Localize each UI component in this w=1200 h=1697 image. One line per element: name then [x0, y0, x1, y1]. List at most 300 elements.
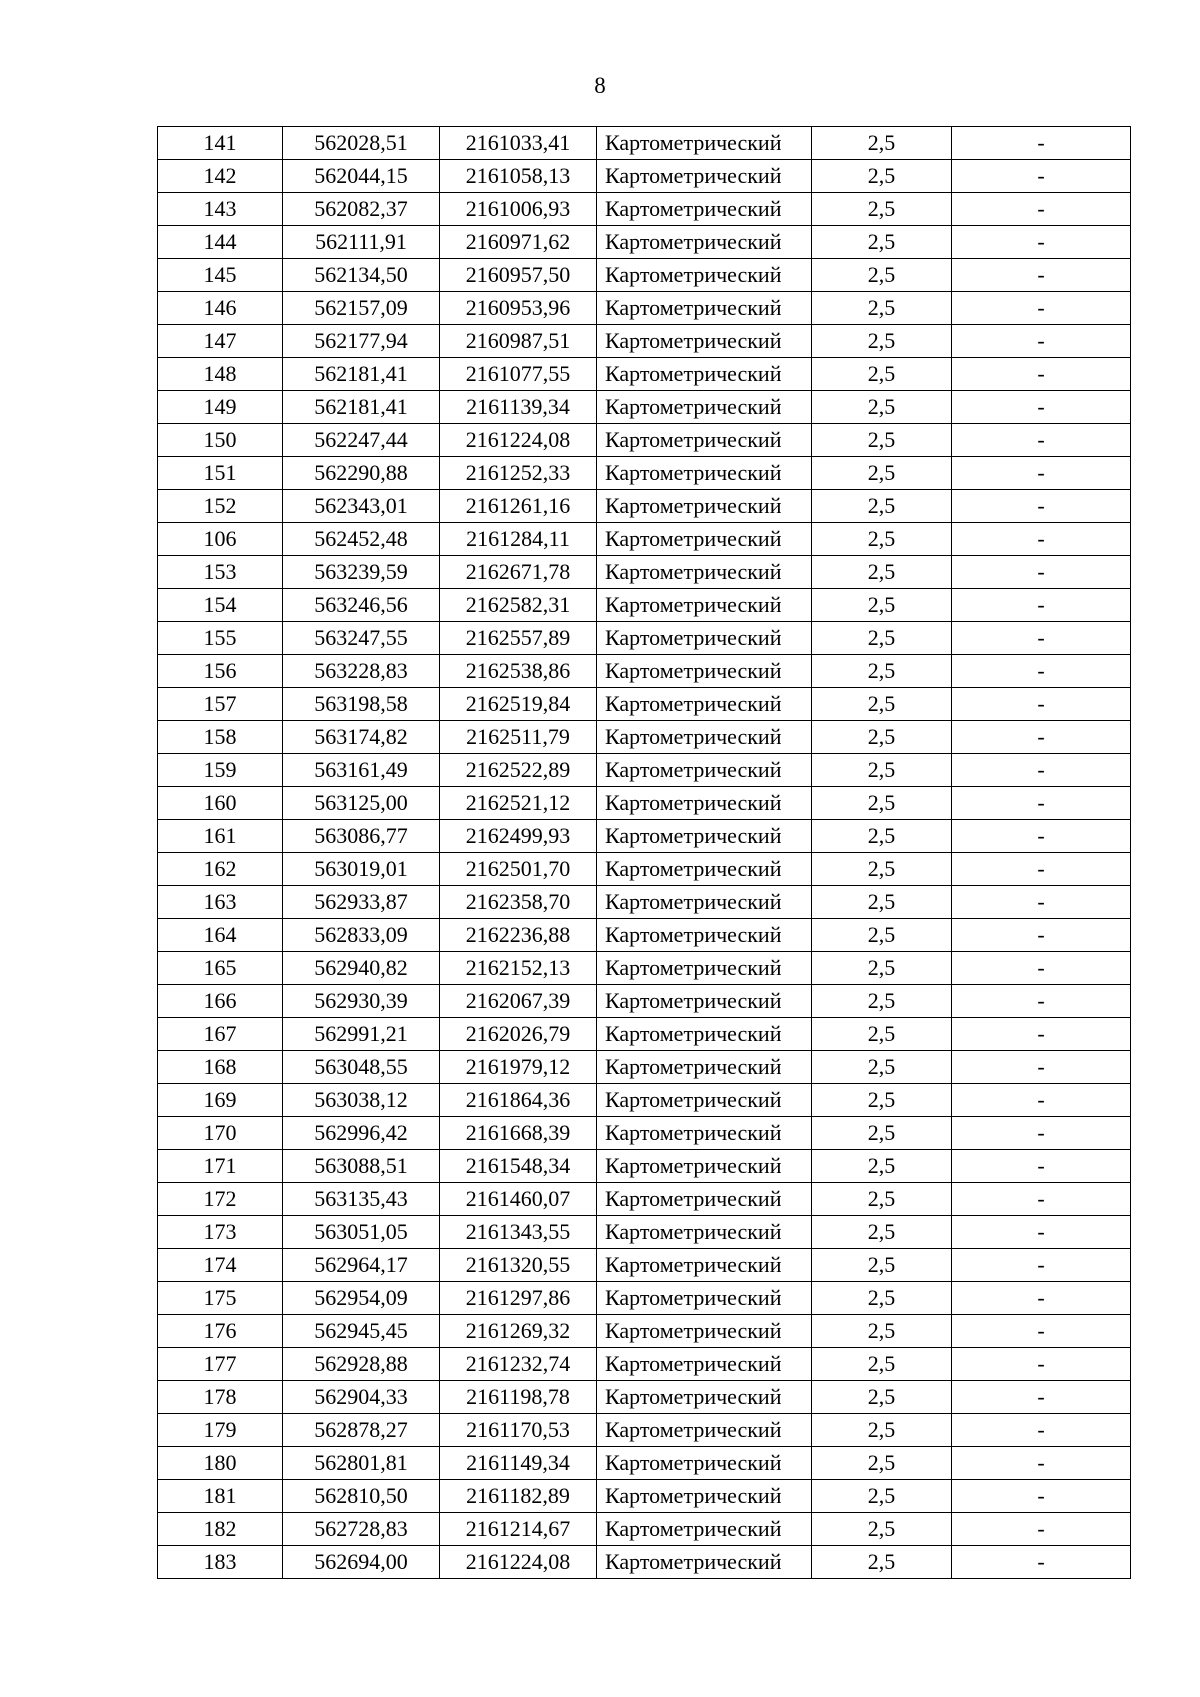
point-number-cell: 157	[158, 688, 283, 721]
table-row	[158, 1315, 1131, 1348]
y-coordinate-cell: 2161261,16	[440, 490, 597, 523]
method-cell: Картометрический	[597, 952, 812, 985]
point-number-cell: 106	[158, 523, 283, 556]
description-cell: -	[952, 226, 1131, 259]
y-coordinate-cell: 2162519,84	[440, 688, 597, 721]
accuracy-cell: 2,5	[812, 523, 952, 556]
description-cell: -	[952, 556, 1131, 589]
x-coordinate-cell: 562954,09	[283, 1282, 440, 1315]
table-row	[158, 787, 1131, 820]
y-coordinate-cell: 2161224,08	[440, 424, 597, 457]
point-number-cell: 149	[158, 391, 283, 424]
accuracy-cell: 2,5	[812, 622, 952, 655]
y-coordinate-cell: 2162538,86	[440, 655, 597, 688]
point-number-cell: 160	[158, 787, 283, 820]
point-number-cell: 183	[158, 1546, 283, 1579]
point-number-cell: 169	[158, 1084, 283, 1117]
method-cell: Картометрический	[597, 1513, 812, 1546]
x-coordinate-cell: 563239,59	[283, 556, 440, 589]
description-cell: -	[952, 160, 1131, 193]
method-cell: Картометрический	[597, 358, 812, 391]
accuracy-cell: 2,5	[812, 1249, 952, 1282]
accuracy-cell: 2,5	[812, 1381, 952, 1414]
table-row	[158, 952, 1131, 985]
description-cell: -	[952, 886, 1131, 919]
table-row	[158, 1447, 1131, 1480]
point-number-cell: 142	[158, 160, 283, 193]
method-cell: Картометрический	[597, 1051, 812, 1084]
method-cell: Картометрический	[597, 1249, 812, 1282]
description-cell: -	[952, 1447, 1131, 1480]
table-row	[158, 1183, 1131, 1216]
y-coordinate-cell: 2160957,50	[440, 259, 597, 292]
accuracy-cell: 2,5	[812, 952, 952, 985]
x-coordinate-cell: 562452,48	[283, 523, 440, 556]
x-coordinate-cell: 562945,45	[283, 1315, 440, 1348]
y-coordinate-cell: 2161170,53	[440, 1414, 597, 1447]
y-coordinate-cell: 2161297,86	[440, 1282, 597, 1315]
accuracy-cell: 2,5	[812, 589, 952, 622]
accuracy-cell: 2,5	[812, 1051, 952, 1084]
point-number-cell: 150	[158, 424, 283, 457]
description-cell: -	[952, 721, 1131, 754]
accuracy-cell: 2,5	[812, 325, 952, 358]
point-number-cell: 165	[158, 952, 283, 985]
method-cell: Картометрический	[597, 160, 812, 193]
description-cell: -	[952, 1084, 1131, 1117]
table-row	[158, 358, 1131, 391]
table-row	[158, 820, 1131, 853]
x-coordinate-cell: 562810,50	[283, 1480, 440, 1513]
description-cell: -	[952, 358, 1131, 391]
y-coordinate-cell: 2161460,07	[440, 1183, 597, 1216]
method-cell: Картометрический	[597, 556, 812, 589]
y-coordinate-cell: 2162521,12	[440, 787, 597, 820]
description-cell: -	[952, 193, 1131, 226]
x-coordinate-cell: 563246,56	[283, 589, 440, 622]
y-coordinate-cell: 2162152,13	[440, 952, 597, 985]
y-coordinate-cell: 2162557,89	[440, 622, 597, 655]
table-row	[158, 1018, 1131, 1051]
y-coordinate-cell: 2161252,33	[440, 457, 597, 490]
accuracy-cell: 2,5	[812, 1414, 952, 1447]
accuracy-cell: 2,5	[812, 1480, 952, 1513]
y-coordinate-cell: 2162026,79	[440, 1018, 597, 1051]
y-coordinate-cell: 2161139,34	[440, 391, 597, 424]
accuracy-cell: 2,5	[812, 853, 952, 886]
method-cell: Картометрический	[597, 820, 812, 853]
point-number-cell: 152	[158, 490, 283, 523]
method-cell: Картометрический	[597, 523, 812, 556]
method-cell: Картометрический	[597, 424, 812, 457]
accuracy-cell: 2,5	[812, 556, 952, 589]
accuracy-cell: 2,5	[812, 1183, 952, 1216]
description-cell: -	[952, 985, 1131, 1018]
table-row	[158, 259, 1131, 292]
y-coordinate-cell: 2161320,55	[440, 1249, 597, 1282]
method-cell: Картометрический	[597, 1315, 812, 1348]
point-number-cell: 143	[158, 193, 283, 226]
x-coordinate-cell: 562290,88	[283, 457, 440, 490]
point-number-cell: 179	[158, 1414, 283, 1447]
point-number-cell: 164	[158, 919, 283, 952]
accuracy-cell: 2,5	[812, 919, 952, 952]
point-number-cell: 170	[158, 1117, 283, 1150]
method-cell: Картометрический	[597, 226, 812, 259]
accuracy-cell: 2,5	[812, 886, 952, 919]
description-cell: -	[952, 127, 1131, 160]
y-coordinate-cell: 2161214,67	[440, 1513, 597, 1546]
table-row	[158, 556, 1131, 589]
y-coordinate-cell: 2162067,39	[440, 985, 597, 1018]
point-number-cell: 175	[158, 1282, 283, 1315]
point-number-cell: 174	[158, 1249, 283, 1282]
page-number: 8	[594, 73, 606, 98]
method-cell: Картометрический	[597, 1216, 812, 1249]
table-row	[158, 523, 1131, 556]
accuracy-cell: 2,5	[812, 160, 952, 193]
method-cell: Картометрический	[597, 787, 812, 820]
table-row	[158, 754, 1131, 787]
table-row	[158, 919, 1131, 952]
x-coordinate-cell: 563161,49	[283, 754, 440, 787]
description-cell: -	[952, 1381, 1131, 1414]
accuracy-cell: 2,5	[812, 1084, 952, 1117]
point-number-cell: 181	[158, 1480, 283, 1513]
table-row	[158, 589, 1131, 622]
point-number-cell: 162	[158, 853, 283, 886]
y-coordinate-cell: 2161224,08	[440, 1546, 597, 1579]
method-cell: Картометрический	[597, 886, 812, 919]
x-coordinate-cell: 562833,09	[283, 919, 440, 952]
point-number-cell: 178	[158, 1381, 283, 1414]
method-cell: Картометрический	[597, 721, 812, 754]
point-number-cell: 168	[158, 1051, 283, 1084]
y-coordinate-cell: 2162358,70	[440, 886, 597, 919]
point-number-cell: 158	[158, 721, 283, 754]
point-number-cell: 155	[158, 622, 283, 655]
y-coordinate-cell: 2161284,11	[440, 523, 597, 556]
y-coordinate-cell: 2161033,41	[440, 127, 597, 160]
table-row	[158, 1150, 1131, 1183]
method-cell: Картометрический	[597, 589, 812, 622]
x-coordinate-cell: 562028,51	[283, 127, 440, 160]
description-cell: -	[952, 490, 1131, 523]
table-row	[158, 1249, 1131, 1282]
table-row	[158, 292, 1131, 325]
point-number-cell: 141	[158, 127, 283, 160]
description-cell: -	[952, 325, 1131, 358]
method-cell: Картометрический	[597, 1447, 812, 1480]
method-cell: Картометрический	[597, 919, 812, 952]
method-cell: Картометрический	[597, 325, 812, 358]
y-coordinate-cell: 2160987,51	[440, 325, 597, 358]
description-cell: -	[952, 589, 1131, 622]
point-number-cell: 145	[158, 259, 283, 292]
x-coordinate-cell: 562928,88	[283, 1348, 440, 1381]
table-row	[158, 622, 1131, 655]
table-row	[158, 688, 1131, 721]
description-cell: -	[952, 919, 1131, 952]
table-row	[158, 193, 1131, 226]
y-coordinate-cell: 2161006,93	[440, 193, 597, 226]
accuracy-cell: 2,5	[812, 1513, 952, 1546]
y-coordinate-cell: 2161343,55	[440, 1216, 597, 1249]
method-cell: Картометрический	[597, 1018, 812, 1051]
description-cell: -	[952, 523, 1131, 556]
method-cell: Картометрический	[597, 1348, 812, 1381]
accuracy-cell: 2,5	[812, 1546, 952, 1579]
table-row	[158, 1546, 1131, 1579]
method-cell: Картометрический	[597, 259, 812, 292]
accuracy-cell: 2,5	[812, 1282, 952, 1315]
x-coordinate-cell: 562694,00	[283, 1546, 440, 1579]
method-cell: Картометрический	[597, 127, 812, 160]
x-coordinate-cell: 563038,12	[283, 1084, 440, 1117]
x-coordinate-cell: 563135,43	[283, 1183, 440, 1216]
description-cell: -	[952, 952, 1131, 985]
x-coordinate-cell: 562177,94	[283, 325, 440, 358]
description-cell: -	[952, 259, 1131, 292]
point-number-cell: 153	[158, 556, 283, 589]
table-row	[158, 886, 1131, 919]
table-row	[158, 721, 1131, 754]
description-cell: -	[952, 853, 1131, 886]
table-row	[158, 391, 1131, 424]
table-row	[158, 1051, 1131, 1084]
accuracy-cell: 2,5	[812, 292, 952, 325]
description-cell: -	[952, 1348, 1131, 1381]
accuracy-cell: 2,5	[812, 688, 952, 721]
accuracy-cell: 2,5	[812, 1018, 952, 1051]
table-row	[158, 1381, 1131, 1414]
accuracy-cell: 2,5	[812, 1117, 952, 1150]
description-cell: -	[952, 622, 1131, 655]
method-cell: Картометрический	[597, 391, 812, 424]
method-cell: Картометрический	[597, 490, 812, 523]
table-row	[158, 1480, 1131, 1513]
y-coordinate-cell: 2162499,93	[440, 820, 597, 853]
method-cell: Картометрический	[597, 622, 812, 655]
method-cell: Картометрический	[597, 1414, 812, 1447]
y-coordinate-cell: 2162236,88	[440, 919, 597, 952]
x-coordinate-cell: 562930,39	[283, 985, 440, 1018]
table-row	[158, 424, 1131, 457]
description-cell: -	[952, 457, 1131, 490]
x-coordinate-cell: 562111,91	[283, 226, 440, 259]
x-coordinate-cell: 562082,37	[283, 193, 440, 226]
point-number-cell: 167	[158, 1018, 283, 1051]
x-coordinate-cell: 562181,41	[283, 358, 440, 391]
x-coordinate-cell: 562247,44	[283, 424, 440, 457]
y-coordinate-cell: 2161548,34	[440, 1150, 597, 1183]
description-cell: -	[952, 1546, 1131, 1579]
table-row	[158, 127, 1131, 160]
table-row	[158, 1414, 1131, 1447]
x-coordinate-cell: 562878,27	[283, 1414, 440, 1447]
y-coordinate-cell: 2161232,74	[440, 1348, 597, 1381]
table-row	[158, 226, 1131, 259]
method-cell: Картометрический	[597, 655, 812, 688]
x-coordinate-cell: 562996,42	[283, 1117, 440, 1150]
x-coordinate-cell: 562991,21	[283, 1018, 440, 1051]
x-coordinate-cell: 562181,41	[283, 391, 440, 424]
description-cell: -	[952, 655, 1131, 688]
x-coordinate-cell: 562904,33	[283, 1381, 440, 1414]
x-coordinate-cell: 563088,51	[283, 1150, 440, 1183]
accuracy-cell: 2,5	[812, 457, 952, 490]
accuracy-cell: 2,5	[812, 424, 952, 457]
x-coordinate-cell: 563051,05	[283, 1216, 440, 1249]
accuracy-cell: 2,5	[812, 259, 952, 292]
x-coordinate-cell: 562044,15	[283, 160, 440, 193]
method-cell: Картометрический	[597, 457, 812, 490]
method-cell: Картометрический	[597, 853, 812, 886]
table-row	[158, 490, 1131, 523]
description-cell: -	[952, 1216, 1131, 1249]
x-coordinate-cell: 563125,00	[283, 787, 440, 820]
x-coordinate-cell: 562343,01	[283, 490, 440, 523]
y-coordinate-cell: 2160953,96	[440, 292, 597, 325]
x-coordinate-cell: 562157,09	[283, 292, 440, 325]
table-row	[158, 1282, 1131, 1315]
y-coordinate-cell: 2162522,89	[440, 754, 597, 787]
x-coordinate-cell: 563086,77	[283, 820, 440, 853]
point-number-cell: 173	[158, 1216, 283, 1249]
description-cell: -	[952, 1282, 1131, 1315]
y-coordinate-cell: 2161182,89	[440, 1480, 597, 1513]
y-coordinate-cell: 2161149,34	[440, 1447, 597, 1480]
point-number-cell: 161	[158, 820, 283, 853]
table-row	[158, 160, 1131, 193]
method-cell: Картометрический	[597, 1084, 812, 1117]
y-coordinate-cell: 2162582,31	[440, 589, 597, 622]
description-cell: -	[952, 787, 1131, 820]
y-coordinate-cell: 2161864,36	[440, 1084, 597, 1117]
description-cell: -	[952, 1480, 1131, 1513]
point-number-cell: 176	[158, 1315, 283, 1348]
table-row	[158, 1117, 1131, 1150]
description-cell: -	[952, 688, 1131, 721]
accuracy-cell: 2,5	[812, 787, 952, 820]
x-coordinate-cell: 562728,83	[283, 1513, 440, 1546]
method-cell: Картометрический	[597, 1282, 812, 1315]
table-row	[158, 985, 1131, 1018]
x-coordinate-cell: 563228,83	[283, 655, 440, 688]
method-cell: Картометрический	[597, 985, 812, 1018]
description-cell: -	[952, 820, 1131, 853]
point-number-cell: 172	[158, 1183, 283, 1216]
description-cell: -	[952, 1513, 1131, 1546]
method-cell: Картометрический	[597, 1183, 812, 1216]
description-cell: -	[952, 1183, 1131, 1216]
accuracy-cell: 2,5	[812, 1447, 952, 1480]
point-number-cell: 163	[158, 886, 283, 919]
method-cell: Картометрический	[597, 754, 812, 787]
y-coordinate-cell: 2161198,78	[440, 1381, 597, 1414]
x-coordinate-cell: 563019,01	[283, 853, 440, 886]
x-coordinate-cell: 562801,81	[283, 1447, 440, 1480]
accuracy-cell: 2,5	[812, 754, 952, 787]
y-coordinate-cell: 2161058,13	[440, 160, 597, 193]
description-cell: -	[952, 1018, 1131, 1051]
x-coordinate-cell: 563247,55	[283, 622, 440, 655]
description-cell: -	[952, 1315, 1131, 1348]
method-cell: Картометрический	[597, 1150, 812, 1183]
table-row	[158, 853, 1131, 886]
coordinates-table-body	[158, 127, 1131, 1579]
accuracy-cell: 2,5	[812, 985, 952, 1018]
x-coordinate-cell: 563198,58	[283, 688, 440, 721]
accuracy-cell: 2,5	[812, 127, 952, 160]
point-number-cell: 146	[158, 292, 283, 325]
table-row	[158, 1084, 1131, 1117]
y-coordinate-cell: 2162671,78	[440, 556, 597, 589]
description-cell: -	[952, 292, 1131, 325]
y-coordinate-cell: 2161979,12	[440, 1051, 597, 1084]
point-number-cell: 177	[158, 1348, 283, 1381]
table-row	[158, 325, 1131, 358]
point-number-cell: 144	[158, 226, 283, 259]
x-coordinate-cell: 562964,17	[283, 1249, 440, 1282]
point-number-cell: 171	[158, 1150, 283, 1183]
accuracy-cell: 2,5	[812, 490, 952, 523]
table-row	[158, 457, 1131, 490]
point-number-cell: 154	[158, 589, 283, 622]
point-number-cell: 156	[158, 655, 283, 688]
point-number-cell: 147	[158, 325, 283, 358]
description-cell: -	[952, 1414, 1131, 1447]
point-number-cell: 166	[158, 985, 283, 1018]
method-cell: Картометрический	[597, 1381, 812, 1414]
accuracy-cell: 2,5	[812, 391, 952, 424]
y-coordinate-cell: 2161269,32	[440, 1315, 597, 1348]
accuracy-cell: 2,5	[812, 1150, 952, 1183]
y-coordinate-cell: 2161077,55	[440, 358, 597, 391]
point-number-cell: 151	[158, 457, 283, 490]
accuracy-cell: 2,5	[812, 1216, 952, 1249]
method-cell: Картометрический	[597, 1480, 812, 1513]
description-cell: -	[952, 1051, 1131, 1084]
y-coordinate-cell: 2160971,62	[440, 226, 597, 259]
method-cell: Картометрический	[597, 1546, 812, 1579]
table-row	[158, 1348, 1131, 1381]
accuracy-cell: 2,5	[812, 193, 952, 226]
description-cell: -	[952, 1150, 1131, 1183]
method-cell: Картометрический	[597, 292, 812, 325]
y-coordinate-cell: 2161668,39	[440, 1117, 597, 1150]
x-coordinate-cell: 562940,82	[283, 952, 440, 985]
description-cell: -	[952, 754, 1131, 787]
y-coordinate-cell: 2162511,79	[440, 721, 597, 754]
table-row	[158, 1513, 1131, 1546]
table-row	[158, 655, 1131, 688]
accuracy-cell: 2,5	[812, 655, 952, 688]
point-number-cell: 180	[158, 1447, 283, 1480]
point-number-cell: 159	[158, 754, 283, 787]
method-cell: Картометрический	[597, 193, 812, 226]
y-coordinate-cell: 2162501,70	[440, 853, 597, 886]
x-coordinate-cell: 562134,50	[283, 259, 440, 292]
x-coordinate-cell: 563174,82	[283, 721, 440, 754]
accuracy-cell: 2,5	[812, 1315, 952, 1348]
description-cell: -	[952, 1117, 1131, 1150]
description-cell: -	[952, 424, 1131, 457]
method-cell: Картометрический	[597, 688, 812, 721]
accuracy-cell: 2,5	[812, 358, 952, 391]
x-coordinate-cell: 562933,87	[283, 886, 440, 919]
table-row	[158, 1216, 1131, 1249]
